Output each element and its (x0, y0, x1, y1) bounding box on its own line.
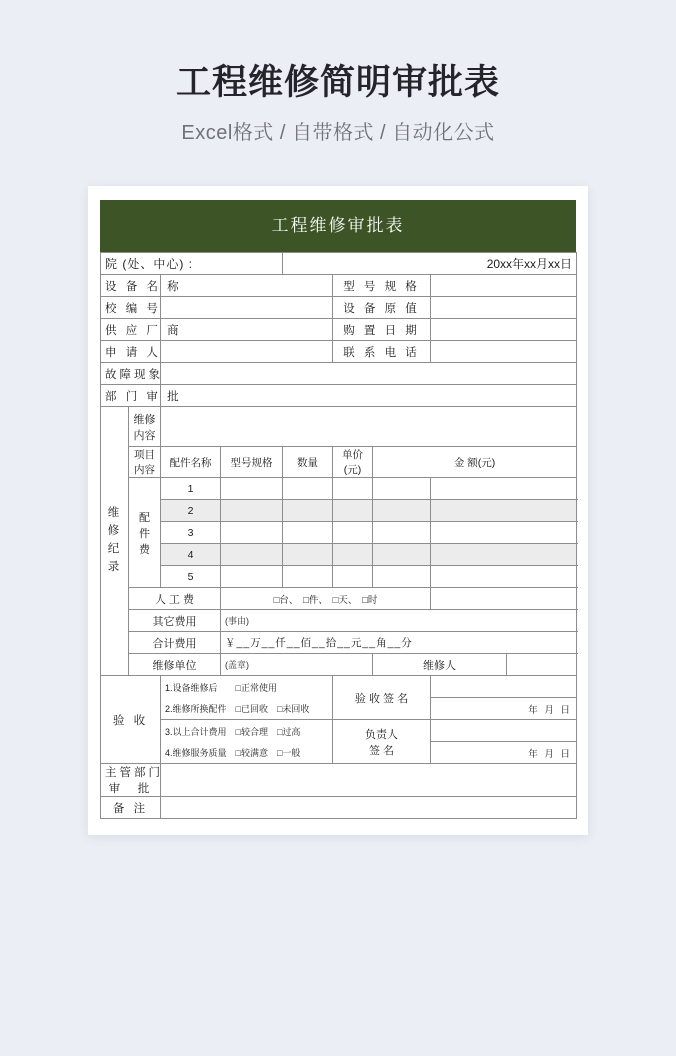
label-dept-approve: 部 门 审 批 (101, 385, 161, 407)
field-repair-content[interactable] (161, 407, 577, 447)
col-item-content: 项目内容 (129, 447, 161, 478)
row-repair-content (101, 407, 577, 447)
labor-fee-options[interactable]: □台、 □件、 □天、 □时 (221, 588, 431, 610)
field-model-spec[interactable] (431, 275, 577, 297)
row-labor-fee (101, 588, 577, 610)
row-total-fee (101, 632, 577, 654)
field-applicant[interactable] (161, 341, 333, 363)
acceptance-items-bottom[interactable] (161, 720, 333, 764)
row-acceptance-1 (101, 676, 577, 698)
field-phone[interactable] (431, 341, 577, 363)
label-repair-person: 维修人 (373, 654, 507, 676)
parts-cell-price[interactable] (373, 478, 431, 500)
parts-cell-name[interactable] (221, 522, 283, 544)
acceptance-item-4[interactable]: 4.维修服务质量 □较满意 □一般 (165, 747, 301, 758)
parts-row-5 (101, 566, 577, 588)
label-supplier: 供 应 厂 商 (101, 319, 161, 341)
parts-cell-price[interactable] (373, 522, 431, 544)
field-dept-approve[interactable] (161, 385, 577, 407)
col-model-spec: 型号规格 (221, 447, 283, 478)
label-labor-fee: 人 工 费 (129, 588, 221, 610)
approval-form-table (100, 252, 577, 819)
row-supervisor-dept (101, 764, 577, 797)
parts-cell-spec[interactable] (283, 544, 333, 566)
parts-row-index: 5 (161, 566, 221, 588)
label-supervisor-dept: 主管部门 审 批 (101, 764, 161, 797)
parts-cell-amount[interactable] (431, 566, 577, 588)
label-acceptance: 验 收 (101, 676, 161, 764)
parts-cell-qty[interactable] (333, 544, 373, 566)
parts-cell-name[interactable] (221, 566, 283, 588)
parts-cell-amount[interactable] (431, 544, 577, 566)
total-fee-value[interactable]: ￥__万__仟__佰__拾__元__角__分 (221, 632, 577, 654)
label-other-fee: 其它费用 (129, 610, 221, 632)
form-header-row (101, 253, 577, 275)
label-repair-record: 维 修 纪 录 (101, 407, 129, 676)
parts-cell-spec[interactable] (283, 478, 333, 500)
field-supplier[interactable] (161, 319, 333, 341)
sheet-card (88, 186, 588, 835)
label-manager-sign: 负责人 签 名 (333, 720, 431, 764)
parts-cell-qty[interactable] (333, 522, 373, 544)
parts-cell-name[interactable] (221, 500, 283, 522)
parts-cell-qty[interactable] (333, 500, 373, 522)
page-title: 工程维修简明审批表 (175, 63, 500, 102)
label-purchase-date: 购 置 日 期 (333, 319, 431, 341)
parts-row-index: 4 (161, 544, 221, 566)
page-subtitle: Excel格式 / 自带格式 / 自动化公式 (181, 122, 495, 144)
row-acceptance-3 (101, 720, 577, 742)
field-supervisor-dept[interactable] (161, 764, 577, 797)
header-left-label: 院 (处、中心) : (101, 253, 283, 275)
col-part-name: 配件名称 (161, 447, 221, 478)
parts-cell-name[interactable] (221, 544, 283, 566)
parts-cell-price[interactable] (373, 544, 431, 566)
parts-row-2 (101, 500, 577, 522)
parts-cell-amount[interactable] (431, 500, 577, 522)
field-purchase-date[interactable] (431, 319, 577, 341)
label-model-spec: 型 号 规 格 (333, 275, 431, 297)
field-orig-value[interactable] (431, 297, 577, 319)
row-fault (101, 363, 577, 385)
other-fee-note[interactable]: (事由) (221, 610, 577, 632)
sheet-title: 工程维修审批表 (100, 200, 576, 252)
parts-row-index: 2 (161, 500, 221, 522)
label-total-fee: 合计费用 (129, 632, 221, 654)
parts-cell-spec[interactable] (283, 522, 333, 544)
label-applicant: 申 请 人 (101, 341, 161, 363)
acceptance-item-2[interactable]: 2.维修所换配件 □已回收 □未回收 (165, 703, 310, 714)
row-other-fee (101, 610, 577, 632)
parts-row-index: 1 (161, 478, 221, 500)
parts-row-1 (101, 478, 577, 500)
parts-cell-price[interactable] (373, 500, 431, 522)
manager-sign-date[interactable]: 年 月 日 (431, 742, 577, 764)
parts-table-header (101, 447, 577, 478)
row-school-no (101, 297, 577, 319)
parts-row-index: 3 (161, 522, 221, 544)
repair-unit-note[interactable]: (盖章) (221, 654, 373, 676)
label-remark: 备 注 (101, 797, 161, 819)
parts-cell-qty[interactable] (333, 566, 373, 588)
parts-row-3 (101, 522, 577, 544)
parts-row-4 (101, 544, 577, 566)
parts-cell-amount[interactable] (431, 478, 577, 500)
label-school-no: 校 编 号 (101, 297, 161, 319)
label-repair-unit: 维修单位 (129, 654, 221, 676)
parts-cell-name[interactable] (221, 478, 283, 500)
acceptance-item-3[interactable]: 3.以上合计费用 □较合理 □过高 (165, 726, 301, 737)
field-equip-name[interactable] (161, 275, 333, 297)
acceptance-item-1[interactable]: 1.设备维修后 □正常使用 (165, 682, 277, 693)
parts-cell-price[interactable] (373, 566, 431, 588)
label-equip-name: 设 备 名 称 (101, 275, 161, 297)
row-remark (101, 797, 577, 819)
row-dept-approve (101, 385, 577, 407)
field-remark[interactable] (161, 797, 577, 819)
field-fault[interactable] (161, 363, 577, 385)
col-quantity: 数量 (283, 447, 333, 478)
row-applicant (101, 341, 577, 363)
field-school-no[interactable] (161, 297, 333, 319)
parts-cell-spec[interactable] (283, 500, 333, 522)
label-phone: 联 系 电 话 (333, 341, 431, 363)
label-fault: 故障现象 (101, 363, 161, 385)
parts-cell-qty[interactable] (333, 478, 373, 500)
col-amount: 金 额(元) (373, 447, 577, 478)
col-unit-price: 单价(元) (333, 447, 373, 478)
label-repair-content: 维修 内容 (129, 407, 161, 447)
acceptance-items-top[interactable] (161, 676, 333, 720)
row-repair-unit (101, 654, 577, 676)
acceptance-sign-date[interactable]: 年 月 日 (431, 698, 577, 720)
row-equip-name (101, 275, 577, 297)
label-acceptance-sign: 验 收 签 名 (333, 676, 431, 720)
field-manager-sign[interactable] (431, 720, 577, 742)
parts-cell-spec[interactable] (283, 566, 333, 588)
label-orig-value: 设 备 原 值 (333, 297, 431, 319)
header-date-label: 20xx年xx月xx日 (283, 253, 577, 275)
row-supplier (101, 319, 577, 341)
label-parts-fee: 配 件 费 (129, 478, 161, 588)
parts-cell-amount[interactable] (431, 522, 577, 544)
field-repair-person[interactable] (507, 654, 577, 676)
field-acceptance-sign[interactable] (431, 676, 577, 698)
field-labor-fee[interactable] (431, 588, 577, 610)
